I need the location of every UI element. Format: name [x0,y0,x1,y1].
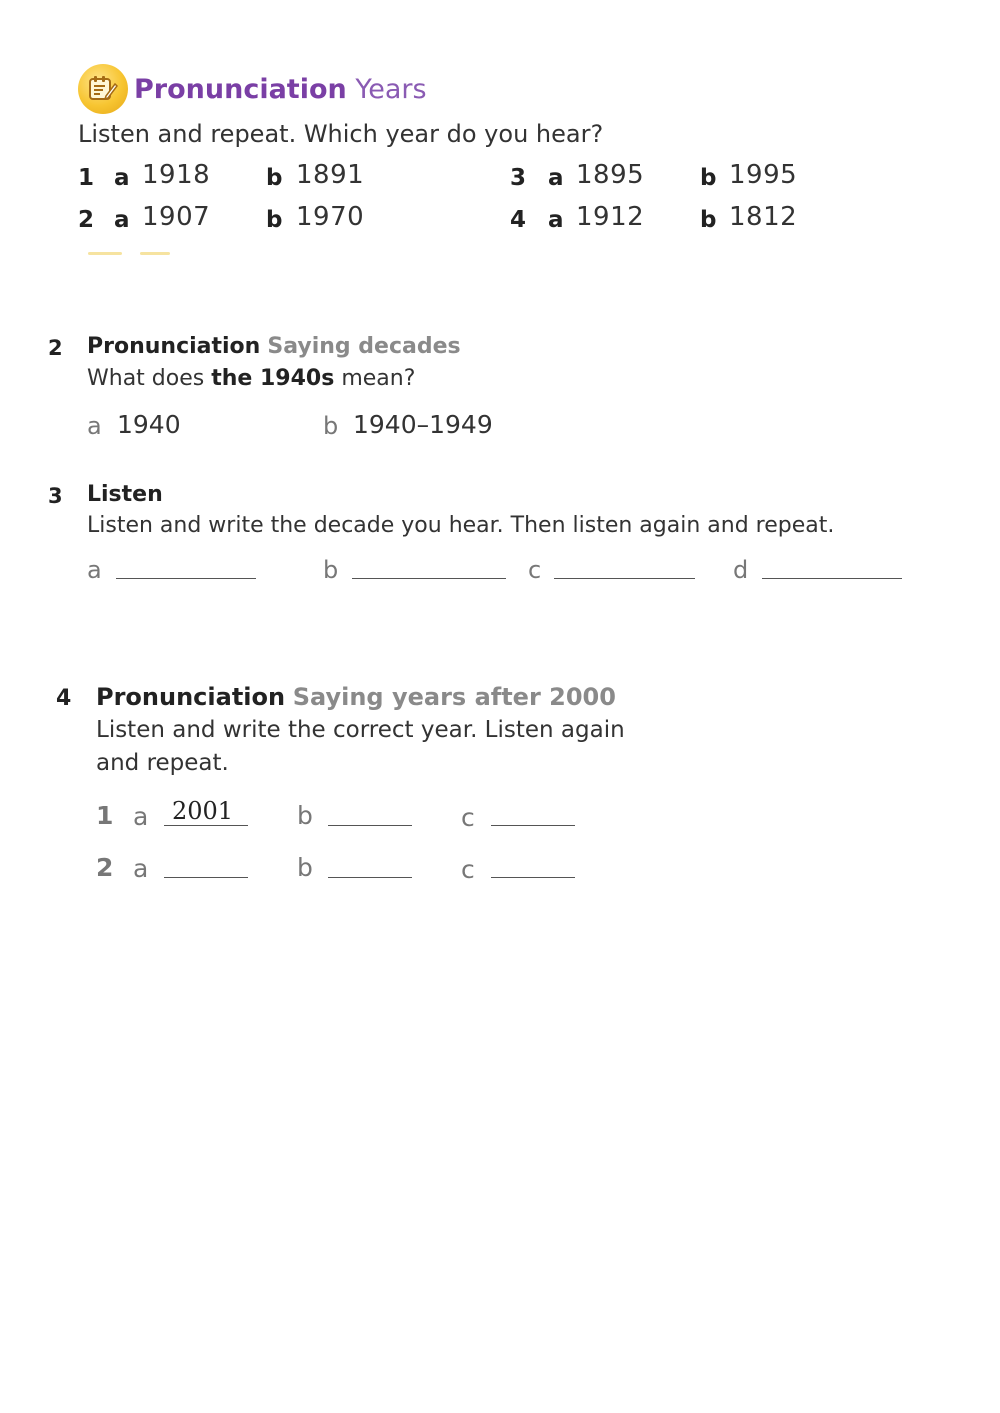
option-letter: b [266,207,283,233]
blank-letter: c [528,556,542,584]
answer-blank[interactable] [164,825,248,826]
answer-blank[interactable] [328,825,412,826]
answer-blank[interactable] [328,877,412,878]
answer-blank[interactable] [554,578,695,579]
item-number: 3 [510,165,527,191]
blank-letter: c [461,855,475,884]
question-bold-text: the 1940s [211,366,335,391]
section4-instruction-line2: and repeat. [96,750,229,776]
blank-letter: a [133,802,149,831]
section2-title-strong: Pronunciation [87,334,261,359]
answer-blank[interactable] [491,877,575,878]
answer-blank[interactable] [164,877,248,878]
section1-title-strong: Pronunciation [134,74,347,105]
section4-title-strong: Pronunciation [96,683,286,711]
blank-letter: a [133,854,149,883]
option-letter: b [323,412,339,440]
year-option[interactable]: 1912 [576,202,645,232]
blank-letter: b [297,801,313,830]
option-letter: b [700,165,717,191]
row-number: 1 [96,801,114,830]
section2-title-grey: Saying decades [267,334,461,359]
section1-title-light: Years [355,74,427,105]
year-option[interactable]: 1891 [296,160,365,190]
year-option[interactable]: 1812 [729,202,798,232]
question-text: What does [87,366,205,391]
section3-title [87,482,163,507]
blank-letter: a [87,556,102,584]
section3-instruction: Listen and write the decade you hear. Then listen again and repeat. [87,513,835,538]
section2-question [87,366,415,391]
answer-blank[interactable] [352,578,506,579]
item-number: 4 [510,207,527,233]
section4-instruction-line1: Listen and write the correct year. Listen again [96,717,625,743]
year-option[interactable]: 1970 [296,202,365,232]
blank-letter: d [733,556,749,584]
section2-title [87,334,461,359]
option-letter: a [87,412,102,440]
section3-title-strong: Listen [87,482,163,507]
item-number: 2 [78,207,95,233]
section-number: 4 [56,686,72,711]
blank-letter: b [297,853,313,882]
option-letter: b [266,165,283,191]
filled-answer[interactable]: 2001 [172,797,234,825]
year-option[interactable]: 1995 [729,160,798,190]
item-number: 1 [78,165,95,191]
section1-title [134,74,427,105]
decade-option[interactable]: 1940 [117,410,181,439]
option-letter: a [548,207,564,233]
option-letter: a [548,165,564,191]
answer-blank[interactable] [762,578,902,579]
section4-title-grey: Saying years after 2000 [292,683,616,711]
answer-blank[interactable] [491,825,575,826]
year-option[interactable]: 1895 [576,160,645,190]
section4-title [96,683,616,711]
row-number: 2 [96,853,114,882]
section-number: 3 [48,484,63,508]
year-option[interactable]: 1907 [142,202,211,232]
option-letter: a [114,165,130,191]
section-number: 2 [48,336,63,360]
section1-instruction: Listen and repeat. Which year do you hear? [78,120,604,148]
option-letter: a [114,207,130,233]
blank-letter: c [461,803,475,832]
blank-letter: b [323,556,339,584]
notepad-pencil-icon [78,64,128,114]
year-option[interactable]: 1918 [142,160,211,190]
highlight-smear [88,252,172,258]
decade-option[interactable]: 1940–1949 [353,410,493,439]
answer-blank[interactable] [116,578,256,579]
question-text: mean? [341,366,416,391]
option-letter: b [700,207,717,233]
